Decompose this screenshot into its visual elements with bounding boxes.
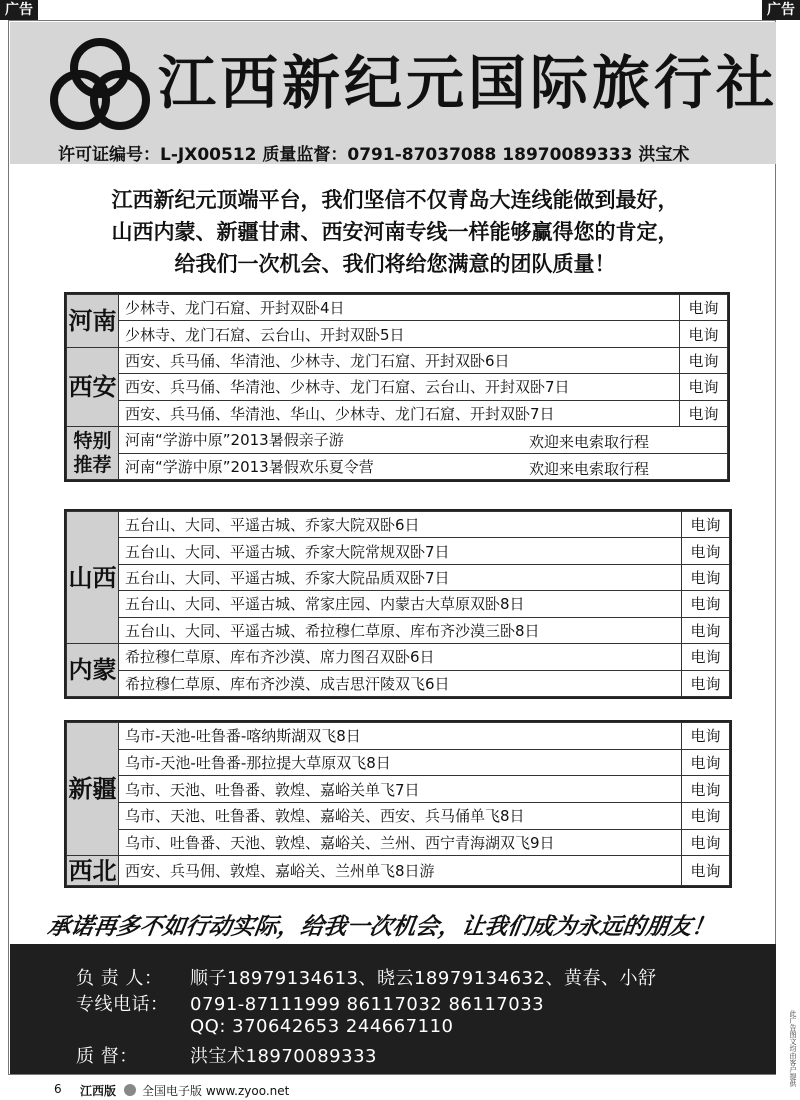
table-row (67, 723, 730, 750)
inquire-link[interactable]: 电询 (682, 749, 730, 776)
route-name: 五台山、大同、平遥古城、乔家大院品质双卧7日 (119, 564, 682, 590)
promo-route (119, 427, 728, 453)
promo-route (119, 453, 728, 479)
table-row (67, 829, 730, 856)
route-name: 西安、兵马佣、敦煌、嘉峪关、兰州单飞8日游 (119, 856, 682, 886)
route-name: 乌市、天池、吐鲁番、敦煌、嘉峪关单飞7日 (119, 776, 682, 803)
table-row (67, 400, 728, 426)
intro-text (20, 184, 770, 280)
inquire-link[interactable]: 电询 (680, 347, 728, 373)
table-row (67, 802, 730, 829)
route-name: 乌市-天池-吐鲁番-那拉提大草原双飞8日 (119, 749, 682, 776)
inquire-link[interactable]: 电询 (682, 617, 730, 643)
license-line: 许可证编号：L-JX00512 质量监督：0791-87037088 18970089333 洪宝术 (58, 145, 690, 165)
contact-row (76, 964, 656, 990)
contact-label: 专线电话： (76, 994, 169, 1015)
table-row (67, 374, 728, 400)
region-label-line: 特别 (73, 430, 112, 453)
route-name: 五台山、大同、平遥古城、常家庄园、内蒙古大草原双卧8日 (119, 591, 682, 617)
inquire-link[interactable]: 电询 (682, 538, 730, 564)
inquire-link[interactable]: 电询 (682, 591, 730, 617)
intro-line: 山西内蒙、新疆甘肃、西安河南专线一样能够赢得您的肯定， (111, 219, 679, 244)
inquire-link[interactable]: 电询 (682, 723, 730, 750)
route-table-henan-xian (64, 292, 730, 482)
footer (0, 1080, 800, 1100)
slogan: 承诺再多不如行动实际，给我一次机会，让我们成为永远的朋友！ (45, 913, 717, 940)
route-name: 乌市-天池-吐鲁番-喀纳斯湖双飞8日 (119, 723, 682, 750)
inquire-link[interactable]: 电询 (682, 512, 730, 538)
region-label: 西北 (68, 856, 117, 885)
table-row (67, 670, 730, 696)
page-number: 6 (54, 1082, 62, 1096)
region-label: 西安 (67, 347, 119, 426)
route-name: 少林寺、龙门石窟、开封双卧4日 (119, 295, 680, 321)
inquire-link[interactable]: 电询 (682, 829, 730, 856)
table-row (67, 538, 730, 564)
route-name: 少林寺、龙门石窟、云台山、开封双卧5日 (119, 321, 680, 347)
table-row (67, 749, 730, 776)
table-row (67, 512, 730, 538)
promo-note: 欢迎来电索取行程 (529, 433, 650, 452)
route-name: 西安、兵马俑、华清池、少林寺、龙门石窟、开封双卧6日 (119, 347, 680, 373)
inquire-link[interactable]: 电询 (680, 321, 728, 347)
edition-label: 江西版 (80, 1084, 117, 1098)
contact-row (76, 1016, 453, 1037)
contact-value: 洪宝术18970089333 (190, 1046, 377, 1067)
inquire-link[interactable]: 电询 (680, 374, 728, 400)
region-label: 河南 (67, 295, 119, 348)
intro-line: 给我们一次机会、我们将给您满意的团队质量！ (174, 251, 616, 276)
table-row (67, 564, 730, 590)
inquire-link[interactable]: 电询 (682, 564, 730, 590)
promo-route-name: 河南“学游中原”2013暑假亲子游 (125, 431, 344, 450)
route-table-xinjiang-xibei (64, 720, 732, 888)
table-row (67, 644, 730, 670)
promo-note: 欢迎来电索取行程 (529, 459, 650, 478)
contact-row (76, 990, 544, 1016)
edition-logo-icon (124, 1084, 136, 1096)
region-label (67, 427, 119, 480)
table-row (67, 347, 728, 373)
contact-value: QQ: 370642653 244667110 (190, 1016, 454, 1037)
inquire-link[interactable]: 电询 (680, 295, 728, 321)
table-row (67, 856, 730, 886)
route-name: 乌市、天池、吐鲁番、敦煌、嘉峪关、西安、兵马俑单飞8日 (119, 802, 682, 829)
route-name: 西安、兵马俑、华清池、华山、少林寺、龙门石窟、开封双卧7日 (119, 400, 680, 426)
site-link[interactable]: 全国电子版 www.zyoo.net (142, 1084, 290, 1098)
intro-line: 江西新纪元顶端平台，我们坚信不仅青岛大连线能做到最好， (111, 187, 679, 212)
inquire-link[interactable]: 电询 (680, 400, 728, 426)
inquire-link[interactable]: 电询 (682, 776, 730, 803)
route-name: 希拉穆仁草原、库布齐沙漠、成吉思汗陵双飞6日 (119, 670, 682, 696)
contact-value: 0791-87111999 86117032 86117033 (190, 994, 545, 1015)
route-grid (66, 722, 730, 886)
inquire-link[interactable]: 电询 (682, 856, 730, 886)
route-name: 希拉穆仁草原、库布齐沙漠、席力图召双卧6日 (119, 644, 682, 670)
route-name: 五台山、大同、平遥古城、希拉穆仁草原、库布齐沙漠三卧8日 (119, 617, 682, 643)
route-table-shanxi-neimeng (64, 509, 732, 699)
contact-value: 顺子18979134613、晓云18979134632、黄春、小舒 (190, 968, 657, 989)
table-row (67, 617, 730, 643)
region-label: 新疆 (67, 723, 119, 856)
company-name: 江西新纪元国际旅行社 (158, 49, 779, 117)
region-label: 山西 (67, 512, 119, 644)
table-row (67, 427, 728, 453)
inquire-link[interactable]: 电询 (682, 802, 730, 829)
table-row (67, 321, 728, 347)
table-row (67, 776, 730, 803)
ad-tag-right: 广告 (762, 0, 800, 20)
table-row (67, 453, 728, 479)
contact-label: 负 责 人： (76, 968, 163, 989)
ad-tag-left: 广告 (0, 0, 38, 20)
promo-route-name: 河南“学游中原”2013暑假欢乐夏令营 (125, 457, 374, 476)
contact-row (76, 1042, 377, 1068)
route-name: 五台山、大同、平遥古城、乔家大院双卧6日 (119, 512, 682, 538)
region-label-line: 推荐 (73, 454, 112, 477)
table-row (67, 295, 728, 321)
inquire-link[interactable]: 电询 (682, 644, 730, 670)
region-label: 内蒙 (67, 644, 119, 697)
three-rings-logo-icon (50, 38, 150, 138)
route-name: 乌市、吐鲁番、天池、敦煌、嘉峪关、兰州、西宁青海湖双飞9日 (119, 829, 682, 856)
route-name: 五台山、大同、平遥古城、乔家大院常规双卧7日 (119, 538, 682, 564)
route-name: 西安、兵马俑、华清池、少林寺、龙门石窟、云台山、开封双卧7日 (119, 374, 680, 400)
table-row (67, 591, 730, 617)
header (10, 22, 779, 165)
contact-label: 质 督： (76, 1046, 138, 1067)
route-grid (66, 511, 730, 697)
side-note: 此广告图文均由客户提供 (789, 1010, 797, 1087)
contact-box (10, 944, 776, 1074)
route-grid (66, 294, 728, 480)
inquire-link[interactable]: 电询 (682, 670, 730, 696)
